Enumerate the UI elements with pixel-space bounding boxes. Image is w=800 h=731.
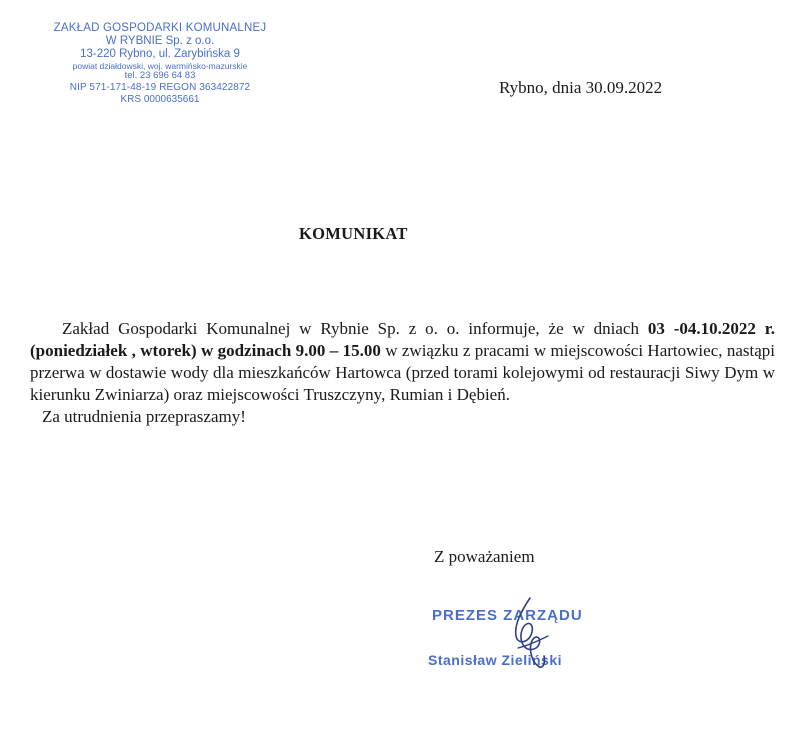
stamp-region: powiat działdowski, woj. warmińsko-mazurskie — [72, 60, 248, 71]
stamp-address: 13-220 Rybno, ul. Zarybińska 9 — [80, 48, 240, 61]
place-and-date: Rybno, dnia 30.09.2022 — [499, 78, 663, 97]
announcement-body — [30, 318, 775, 428]
paragraph-intro: Zakład Gospodarki Komunalnej w Rybnie Sp. z o. o. informuje, że w dniach — [62, 319, 648, 338]
signatory-role: PREZES ZARZĄDU — [432, 607, 583, 624]
stamp-company-name: ZAKŁAD GOSPODARKI KOMUNALNEJ — [53, 22, 267, 34]
stamp-tax-ids: NIP 571-171-48-19 REGON 363422872 — [69, 82, 251, 94]
document-title: KOMUNIKAT — [299, 224, 408, 243]
apology-line: Za utrudnienia przepraszamy! — [42, 407, 246, 426]
company-stamp — [34, 22, 286, 105]
signatory-name: Stanisław Zieliński — [428, 652, 562, 668]
stamp-company-location: W RYBNIE Sp. z o.o. — [105, 35, 215, 48]
announcement-paragraph — [30, 318, 775, 406]
paragraph-details: w związku z pracami w miejscowości Hartowiec, nastąpi przerwa w dostawie wody dla mieszkańców Hartowca (przed torami kolejowymi od restauracji Siwy Dym w kierunku Zwiniarza) oraz miejscowości Truszczyny, Rumian i Dębień. — [30, 341, 775, 404]
closing-regards: Z poważaniem — [434, 547, 535, 566]
handwritten-signature — [500, 590, 560, 680]
paragraph-dates-highlight: 03 -04.10.2022 r. (poniedziałek , wtorek) w godzinach 9.00 – 15.00 — [30, 319, 775, 360]
stamp-phone: tel. 23 696 64 83 — [124, 70, 196, 82]
stamp-krs: KRS 0000635661 — [120, 93, 200, 105]
